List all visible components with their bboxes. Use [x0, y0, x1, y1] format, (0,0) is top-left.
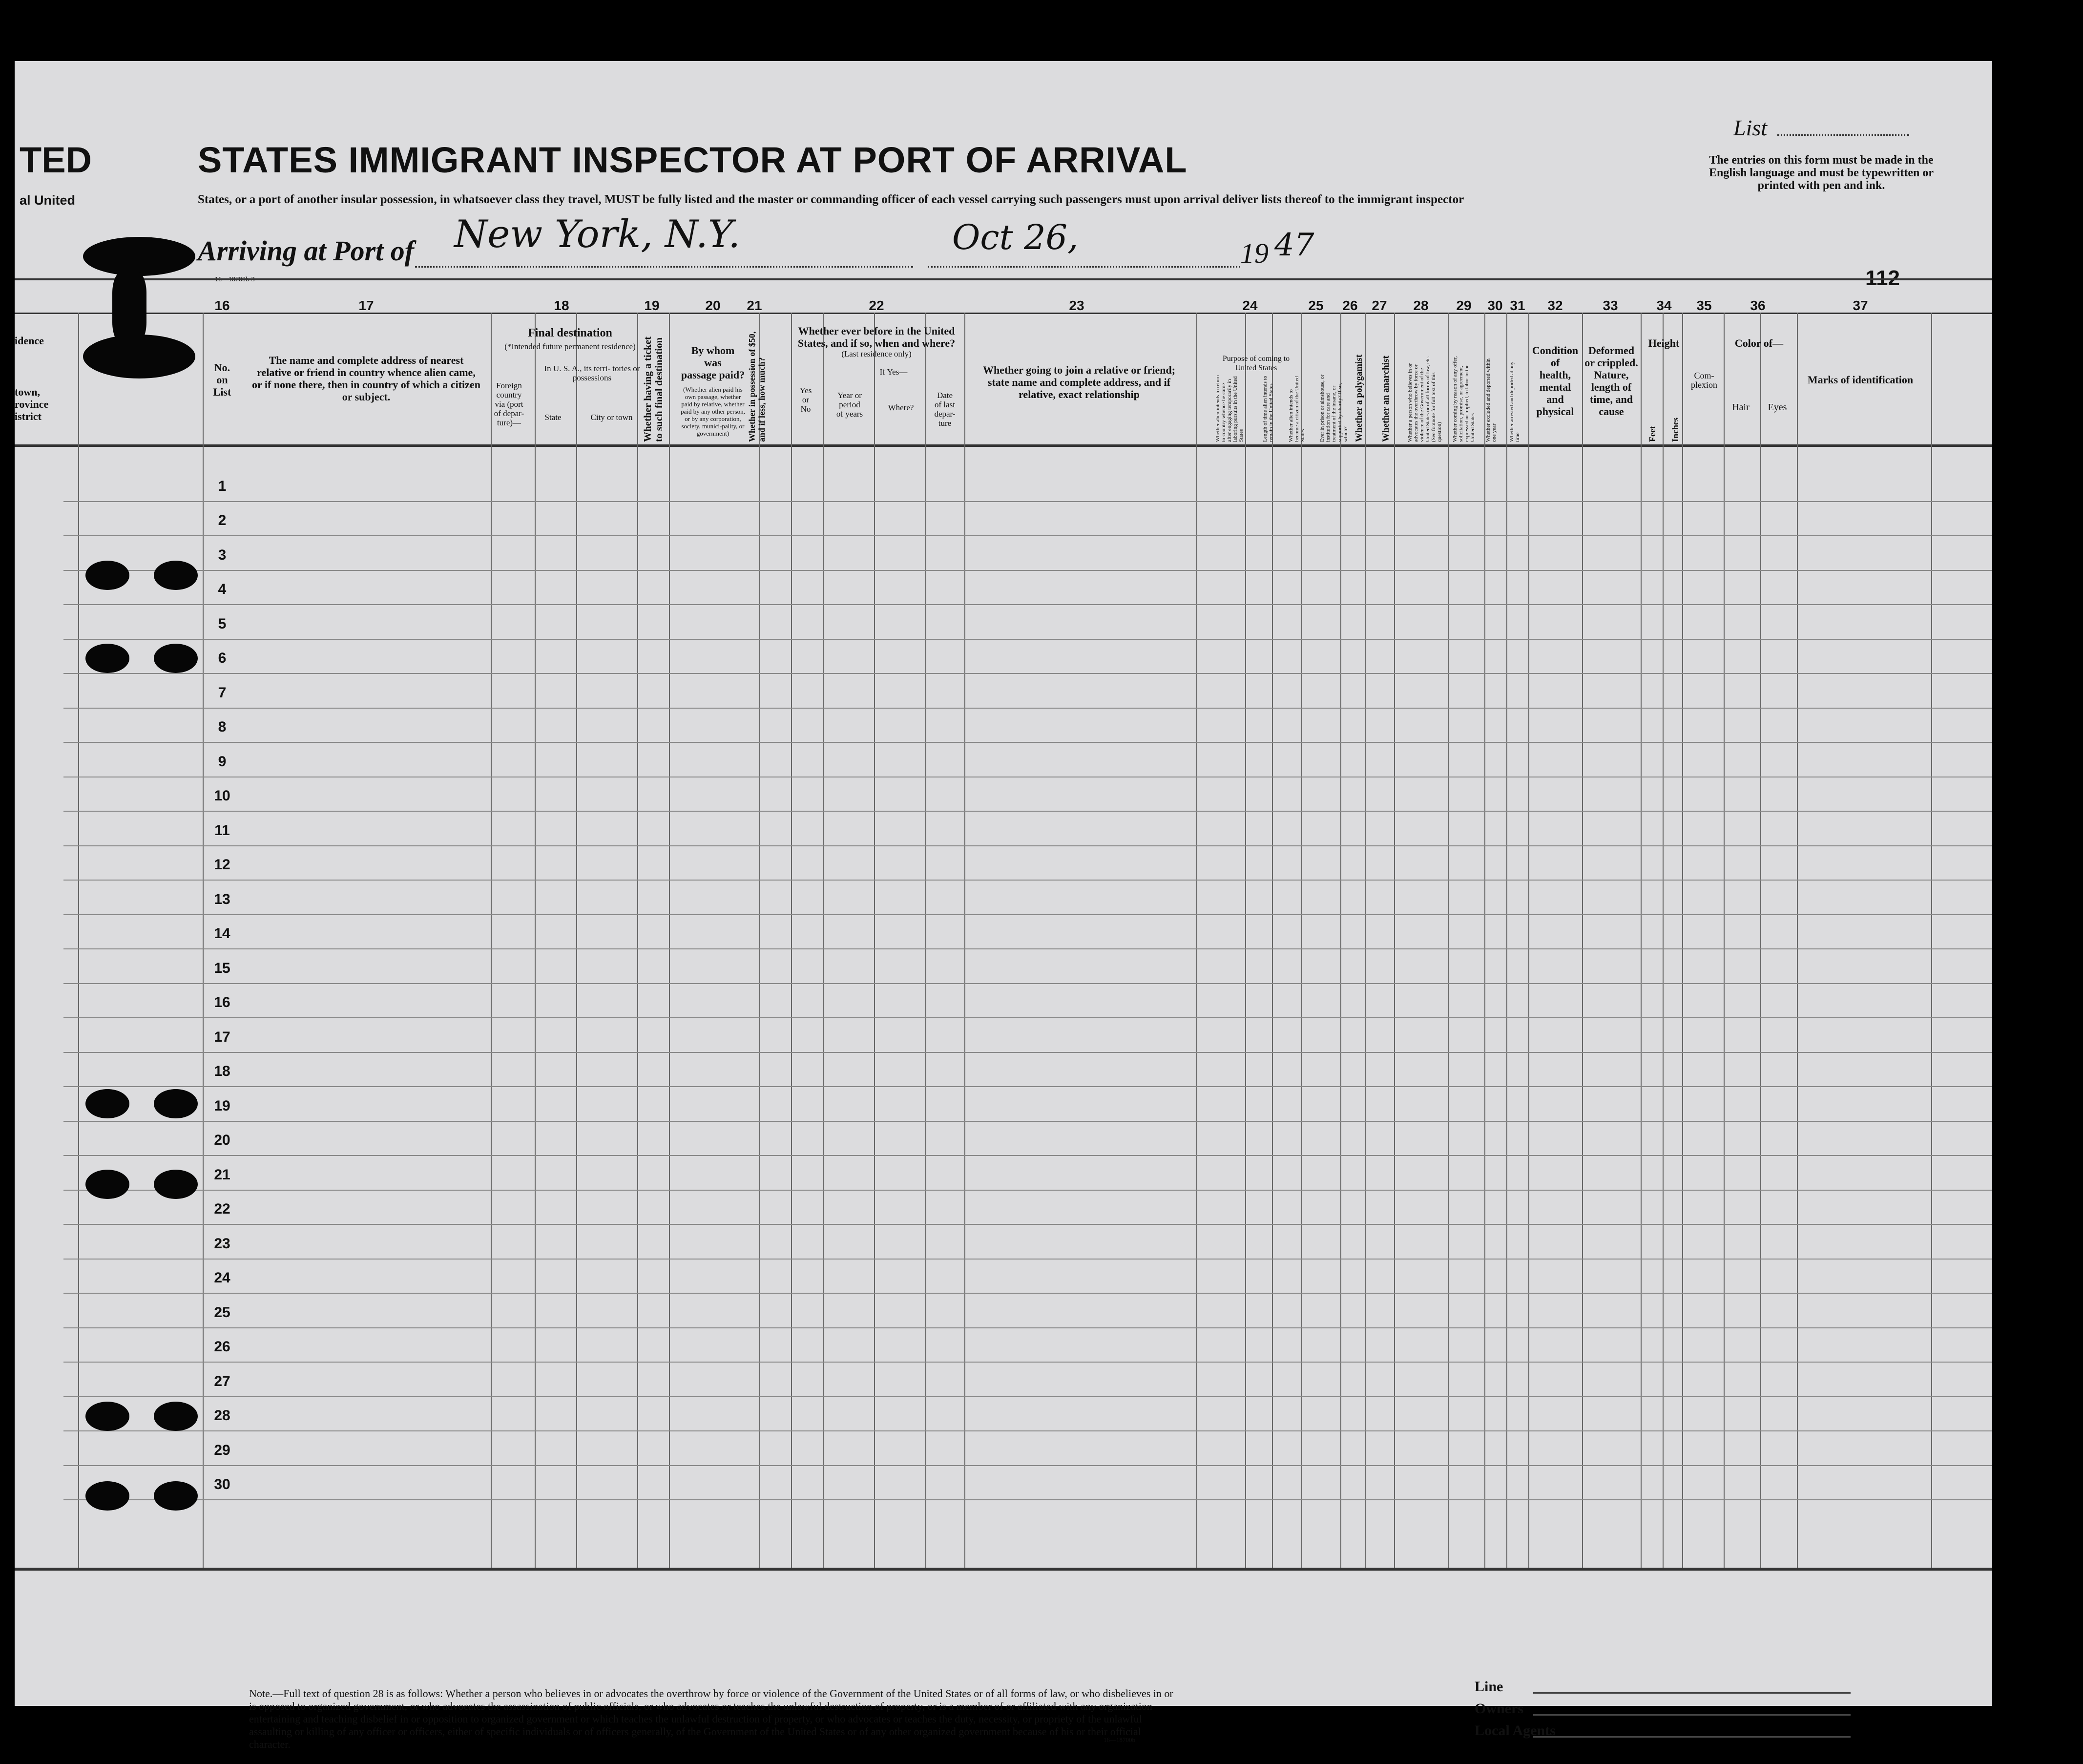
- header-where: Where?: [888, 403, 914, 412]
- page-number: 112: [1865, 266, 1900, 290]
- header-eyes: Eyes: [1768, 402, 1787, 413]
- colnum-22: 22: [869, 298, 884, 313]
- table-row: [63, 673, 1992, 674]
- header-height: Height: [1648, 337, 1680, 349]
- colnum-25: 25: [1308, 298, 1324, 313]
- colnum-37: 37: [1853, 298, 1868, 313]
- table-row: [63, 948, 1992, 949]
- colnum-19: 19: [644, 298, 660, 313]
- colnum-23: 23: [1069, 298, 1084, 313]
- header-state: State: [544, 413, 562, 422]
- table-top-border: [15, 278, 1992, 280]
- table-row: [63, 708, 1992, 709]
- header-polygamist: Whether a polygamist: [1354, 354, 1364, 442]
- header-year-period: Year or period of years: [836, 391, 863, 419]
- punch-hole: [85, 1402, 129, 1431]
- header-city: City or town: [590, 413, 633, 422]
- colnum-28: 28: [1413, 298, 1429, 313]
- table-row: [63, 570, 1992, 571]
- row-number: 24: [214, 1270, 230, 1286]
- colnum-36: 36: [1750, 298, 1766, 313]
- table-row: [63, 1224, 1992, 1225]
- form-code: 16—18700b-3: [215, 276, 255, 283]
- header-deformed: Deformed or crippled. Nature, length of time, and cause: [1584, 344, 1638, 418]
- local-agents-label: Local Agents: [1475, 1722, 1556, 1739]
- colnum-31: 31: [1510, 298, 1525, 313]
- row-number: 10: [214, 788, 230, 804]
- colnum-33: 33: [1603, 298, 1618, 313]
- year-prefix: 19: [1240, 237, 1269, 269]
- row-number: 17: [214, 1029, 230, 1045]
- owners-label: Owners: [1475, 1701, 1523, 1717]
- header-prison: Ever in prison or almshouse, or institution for care and treatment of the insane, or supported by charity? If so, which?: [1319, 374, 1349, 442]
- form-subtitle: States, or a port of another insular possession, in whatsoever class they travel, MUST be fully listed and the master or commanding officer of each vessel carrying such passengers must upon arrival deliver lists thereof to the immigrant inspector: [198, 193, 1464, 206]
- header-passage-note: (Whether alien paid his own passage, whether paid by relative, whether paid by any other person, or by any corporation, society, munici-pality, or government): [681, 386, 745, 437]
- header-if-yes: If Yes—: [879, 367, 908, 377]
- header-marks: Marks of identification: [1807, 374, 1914, 386]
- header-final-destination: Final destination: [528, 327, 612, 339]
- header-purpose: Purpose of coming to United States: [1222, 355, 1290, 372]
- table-row: [63, 1052, 1992, 1053]
- table-row: [63, 1499, 1992, 1500]
- table-row: [63, 1121, 1992, 1122]
- header-anarchist: Whether an anarchist: [1381, 356, 1391, 442]
- form-title: STATES IMMIGRANT INSPECTOR AT PORT OF ARRIVAL: [198, 140, 1187, 180]
- row-number: 3: [218, 546, 227, 563]
- binding-mark: [83, 237, 195, 276]
- table-row: [63, 742, 1992, 743]
- punch-hole: [85, 1170, 129, 1199]
- header-in-usa: In U. S. A., its terri- tories or possessions: [544, 364, 640, 382]
- table-row: [63, 1430, 1992, 1431]
- header-yes-no: Yes or No: [799, 386, 812, 414]
- row-number: 4: [218, 581, 227, 597]
- row-number: 5: [218, 615, 227, 632]
- binding-mark: [112, 271, 146, 344]
- header-purpose-length: Length of time alien intends to remain in the United States: [1262, 376, 1274, 442]
- row-number: 13: [214, 891, 230, 907]
- header-ever-before: Whether ever before in the United States, and if so, when and where?: [797, 325, 956, 349]
- header-ticket: Whether having a ticket to such final destination: [642, 336, 665, 442]
- table-row: [63, 535, 1992, 536]
- colnum-24: 24: [1242, 298, 1258, 313]
- table-row: [63, 1362, 1992, 1363]
- residence-fragment: idence: [15, 335, 44, 347]
- row-number: 29: [214, 1442, 230, 1458]
- row-number: 30: [214, 1476, 230, 1492]
- row-number: 14: [214, 925, 230, 942]
- header-purpose-citizen: Whether alien intends to become a citizen of the United States: [1288, 376, 1306, 442]
- header-possession-50: Whether in possession of $50, and if less, how much?: [747, 331, 767, 442]
- table-row: [63, 845, 1992, 846]
- punch-hole: [85, 1089, 129, 1118]
- punch-hole: [154, 1402, 198, 1431]
- punch-hole: [85, 644, 129, 673]
- colnum-21: 21: [747, 298, 762, 313]
- line-label: Line: [1475, 1679, 1503, 1695]
- header-date-departure: Date of last depar- ture: [934, 391, 956, 428]
- form-instructions: The entries on this form must be made in the English language and must be typewritten or printed with pen and ink.: [1708, 154, 1934, 192]
- header-inches: Inches: [1670, 417, 1680, 442]
- header-feet: Feet: [1647, 426, 1657, 442]
- year-handwritten: 47: [1274, 227, 1314, 263]
- row-number: 6: [218, 650, 227, 666]
- table-row: [63, 501, 1992, 502]
- header-no-on-list: No. on List: [213, 361, 231, 398]
- colnum-16: 16: [214, 298, 230, 313]
- row-number: 8: [218, 719, 227, 735]
- punch-hole: [154, 1170, 198, 1199]
- header-overthrow: Whether a person who believes in or advocates the overthrow by force or violence of the Government of the United States or of all forms of law, etc. (See footnote for full text of this question): [1407, 356, 1442, 442]
- header-complexion: Com- plexion: [1691, 371, 1717, 390]
- colnum-30: 30: [1487, 298, 1503, 313]
- header-passage-paid: By whom was passage paid?: [681, 344, 745, 381]
- row-number: 2: [218, 512, 227, 528]
- table-row: [63, 604, 1992, 605]
- punch-hole: [85, 561, 129, 590]
- table-row: [63, 880, 1992, 881]
- list-label: List: [1733, 115, 1768, 140]
- row-number: 7: [218, 684, 227, 701]
- row-number: 15: [214, 960, 230, 976]
- binding-mark: [83, 335, 195, 378]
- table-row: [63, 1293, 1992, 1294]
- row-number: 16: [214, 994, 230, 1010]
- colnum-17: 17: [358, 298, 374, 313]
- row-number: 23: [214, 1235, 230, 1252]
- table-row: [63, 1465, 1992, 1466]
- colnum-32: 32: [1547, 298, 1563, 313]
- row-number: 20: [214, 1132, 230, 1148]
- punch-hole: [154, 1089, 198, 1118]
- colnum-35: 35: [1696, 298, 1712, 313]
- row-number: 12: [214, 857, 230, 873]
- manifest-sheet: [15, 61, 1992, 1750]
- arriving-label: Arriving at Port of: [198, 235, 415, 267]
- colnum-18: 18: [554, 298, 569, 313]
- header-color-of: Color of—: [1734, 337, 1784, 349]
- port-handwritten: New York, N.Y.: [454, 212, 741, 256]
- table-row: [63, 639, 1992, 640]
- left-subtitle-fragment: al United: [20, 193, 76, 208]
- line-field: [1533, 1692, 1851, 1694]
- table-row: [63, 1396, 1992, 1397]
- punch-hole: [154, 644, 198, 673]
- header-purpose-return: Whether alien intends to return to country whence he came after engaging temporarily in laboring pursuits in the United States: [1215, 375, 1244, 442]
- date-underline: [928, 266, 1240, 268]
- punch-hole: [85, 1481, 129, 1511]
- table-row: [63, 1017, 1992, 1018]
- punch-hole: [154, 1481, 198, 1511]
- colnum-26: 26: [1342, 298, 1358, 313]
- header-final-destination-note: (*Intended future permanent residence): [504, 342, 636, 351]
- header-foreign-country: Foreign country via (port of depar- ture)—: [494, 381, 524, 427]
- left-title-fragment: TED: [20, 140, 92, 180]
- town-fragment: town, rovince istrict: [15, 386, 49, 422]
- row-number: 9: [218, 753, 227, 770]
- row-number: 18: [214, 1063, 230, 1079]
- header-nearest-relative: The name and complete address of nearest relative or friend in country whence alien came, or if none there, then in country of which a citizen or subject.: [252, 354, 480, 403]
- table-row: [63, 1086, 1992, 1087]
- header-join-relative: Whether going to join a relative or friend; state name and complete address, and if relative, exact relationship: [982, 364, 1176, 400]
- header-bottom-border: [15, 444, 1992, 447]
- table-row: [63, 1259, 1992, 1260]
- local-agents-field: [1533, 1736, 1851, 1738]
- row-number: 11: [214, 822, 230, 839]
- colnum-29: 29: [1456, 298, 1472, 313]
- header-excluded: Whether excluded and deported within one year: [1485, 358, 1497, 442]
- footnote-question-28: Note.—Full text of question 28 is as follows: Whether a person who believes in or advocates the overthrow by force or violence of the Government of the United States or of all forms of law, or who disbelieves in or is opposed to organized government, or who advocates the assassination of public officials, or who advocates or teaches the unlawful destruction of property, or is a member of or affiliated with any organization entertaining and teaching disbelief in or opposition to organized government or which teaches the unlawful destruction of property, or who advocates or teaches the duty, necessity, or propriety of the unlawful assaulting or killing of any officer or officers, either of specific individuals or of officers generally, of the Government of the United States or of any other organized government because of his or their official character.: [249, 1687, 1173, 1750]
- punch-hole: [154, 561, 198, 590]
- header-hair: Hair: [1732, 402, 1750, 413]
- table-bottom-border: [15, 1568, 1992, 1571]
- colnum-divider: [15, 313, 1992, 314]
- table-row: [63, 1155, 1992, 1156]
- colnum-27: 27: [1372, 298, 1387, 313]
- row-number: 19: [214, 1097, 230, 1114]
- header-last-residence: (Last residence only): [841, 349, 912, 358]
- row-number: 21: [214, 1166, 230, 1183]
- header-labor-offer: Whether coming by reason of any offer, solicitation, promise, or agreement, expressed or implied, to labor in the United States: [1452, 356, 1476, 442]
- list-underline: [1777, 134, 1909, 136]
- row-number: 1: [218, 478, 227, 494]
- header-arrested: Whether arrested and deported at any time: [1509, 361, 1521, 442]
- table-row: [63, 1190, 1992, 1191]
- table-row: [63, 914, 1992, 915]
- header-health: Condition of health, mental and physical: [1532, 344, 1579, 418]
- row-number: 27: [214, 1373, 230, 1389]
- table-row: [63, 811, 1992, 812]
- colnum-20: 20: [705, 298, 721, 313]
- row-number: 28: [214, 1407, 230, 1424]
- table-row: [63, 983, 1992, 984]
- footnote-code: 16—18700b: [1104, 1736, 1135, 1743]
- row-number: 26: [214, 1339, 230, 1355]
- table-row: [63, 1327, 1992, 1328]
- row-number: 25: [214, 1304, 230, 1321]
- row-number: 22: [214, 1201, 230, 1217]
- port-underline: [415, 266, 913, 268]
- colnum-34: 34: [1656, 298, 1672, 313]
- date-handwritten: Oct 26,: [952, 217, 1079, 257]
- owners-field: [1533, 1714, 1851, 1716]
